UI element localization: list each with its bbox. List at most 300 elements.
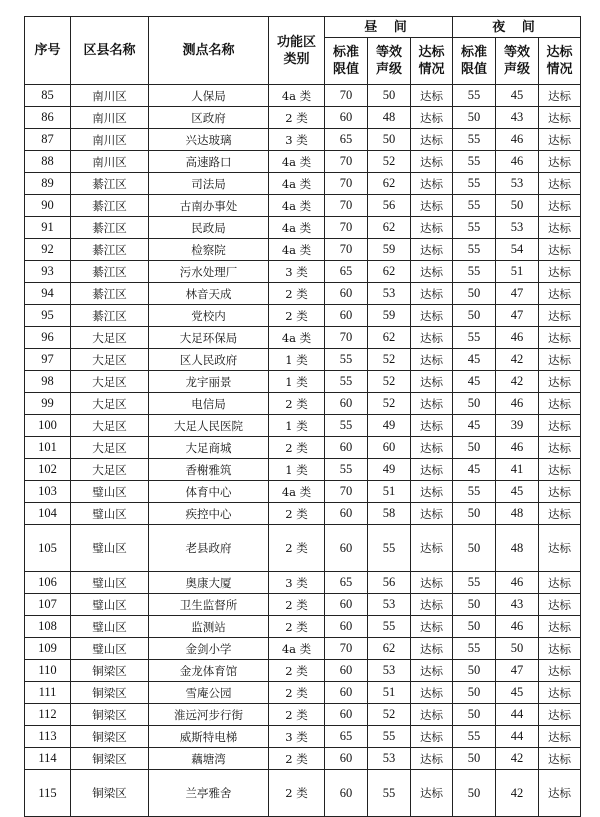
- cell-day-limit: 55: [325, 349, 368, 371]
- cell-day-limit: 70: [325, 239, 368, 261]
- cell-day-result: 达标: [411, 682, 453, 704]
- cell-night-level: 47: [496, 305, 539, 327]
- cell-zone: 3 类: [269, 261, 325, 283]
- cell-zone: 2 类: [269, 770, 325, 817]
- cell-night-result: 达标: [539, 415, 581, 437]
- cell-point: 奥康大厦: [149, 572, 269, 594]
- cell-night-limit: 55: [453, 261, 496, 283]
- cell-day-result: 达标: [411, 594, 453, 616]
- cell-day-result: 达标: [411, 283, 453, 305]
- table-row: [25, 594, 581, 616]
- cell-zone: 4a 类: [269, 195, 325, 217]
- cell-day-limit: 70: [325, 638, 368, 660]
- cell-point: 淮远河步行街: [149, 704, 269, 726]
- cell-zone: 2 类: [269, 107, 325, 129]
- cell-day-level: 52: [368, 704, 411, 726]
- table-row: [25, 726, 581, 748]
- cell-day-level: 50: [368, 129, 411, 151]
- cell-no: 94: [25, 283, 71, 305]
- cell-day-result: 达标: [411, 305, 453, 327]
- cell-day-limit: 60: [325, 525, 368, 572]
- cell-day-level: 53: [368, 660, 411, 682]
- cell-night-result: 达标: [539, 173, 581, 195]
- cell-district: 南川区: [71, 129, 149, 151]
- cell-day-limit: 60: [325, 616, 368, 638]
- cell-night-result: 达标: [539, 770, 581, 817]
- cell-no: 98: [25, 371, 71, 393]
- cell-no: 115: [25, 770, 71, 817]
- cell-day-limit: 55: [325, 415, 368, 437]
- cell-district: 铜梁区: [71, 726, 149, 748]
- cell-night-level: 46: [496, 616, 539, 638]
- cell-day-result: 达标: [411, 173, 453, 195]
- cell-night-limit: 45: [453, 371, 496, 393]
- cell-zone: 1 类: [269, 349, 325, 371]
- header-day: 昼 间: [325, 17, 453, 38]
- table-row: [25, 481, 581, 503]
- cell-district: 綦江区: [71, 239, 149, 261]
- table-row: [25, 525, 581, 572]
- header-day-limit-line2: 限值: [332, 62, 359, 77]
- table-row: [25, 349, 581, 371]
- cell-night-level: 45: [496, 481, 539, 503]
- cell-point: 区人民政府: [149, 349, 269, 371]
- header-district: 区县名称: [71, 17, 149, 85]
- cell-day-result: 达标: [411, 371, 453, 393]
- cell-district: 铜梁区: [71, 704, 149, 726]
- cell-district: 璧山区: [71, 638, 149, 660]
- cell-day-limit: 70: [325, 151, 368, 173]
- header-day-level-line1: 等效: [375, 45, 402, 60]
- table-row: [25, 770, 581, 817]
- table-row: [25, 129, 581, 151]
- cell-night-limit: 50: [453, 393, 496, 415]
- cell-zone: 4a 类: [269, 151, 325, 173]
- cell-district: 大足区: [71, 349, 149, 371]
- cell-day-level: 56: [368, 195, 411, 217]
- cell-day-limit: 65: [325, 129, 368, 151]
- cell-day-level: 50: [368, 85, 411, 107]
- cell-district: 大足区: [71, 459, 149, 481]
- cell-night-result: 达标: [539, 572, 581, 594]
- header-night-limit: [453, 38, 496, 85]
- cell-day-result: 达标: [411, 85, 453, 107]
- cell-zone: 4a 类: [269, 85, 325, 107]
- cell-day-result: 达标: [411, 327, 453, 349]
- cell-point: 金龙体育馆: [149, 660, 269, 682]
- cell-night-level: 47: [496, 283, 539, 305]
- cell-night-result: 达标: [539, 371, 581, 393]
- cell-point: 大足人民医院: [149, 415, 269, 437]
- table-row: [25, 283, 581, 305]
- cell-night-limit: 55: [453, 85, 496, 107]
- cell-district: 铜梁区: [71, 748, 149, 770]
- header-night-level: [496, 38, 539, 85]
- header-zone-line2: 类别: [283, 51, 310, 67]
- cell-zone: 2 类: [269, 525, 325, 572]
- table-row: [25, 415, 581, 437]
- cell-night-limit: 50: [453, 616, 496, 638]
- document-page: [24, 16, 580, 817]
- cell-day-limit: 60: [325, 393, 368, 415]
- cell-district: 大足区: [71, 327, 149, 349]
- cell-no: 110: [25, 660, 71, 682]
- cell-night-level: 44: [496, 704, 539, 726]
- cell-zone: 2 类: [269, 748, 325, 770]
- cell-day-limit: 65: [325, 261, 368, 283]
- cell-night-level: 51: [496, 261, 539, 283]
- cell-night-result: 达标: [539, 459, 581, 481]
- cell-night-limit: 50: [453, 682, 496, 704]
- cell-zone: 4a 类: [269, 173, 325, 195]
- header-zone-line1: 功能区: [276, 34, 316, 50]
- cell-zone: 2 类: [269, 682, 325, 704]
- cell-point: 兰亭雅舍: [149, 770, 269, 817]
- cell-day-result: 达标: [411, 217, 453, 239]
- cell-day-result: 达标: [411, 638, 453, 660]
- cell-night-level: 53: [496, 217, 539, 239]
- cell-no: 90: [25, 195, 71, 217]
- cell-zone: 3 类: [269, 129, 325, 151]
- cell-no: 105: [25, 525, 71, 572]
- cell-day-result: 达标: [411, 261, 453, 283]
- cell-night-result: 达标: [539, 638, 581, 660]
- cell-day-result: 达标: [411, 748, 453, 770]
- cell-zone: 2 类: [269, 437, 325, 459]
- cell-night-result: 达标: [539, 437, 581, 459]
- cell-day-level: 59: [368, 305, 411, 327]
- cell-day-limit: 70: [325, 85, 368, 107]
- cell-night-result: 达标: [539, 704, 581, 726]
- table-body: [25, 85, 581, 817]
- table-row: [25, 173, 581, 195]
- cell-night-level: 42: [496, 371, 539, 393]
- cell-zone: 2 类: [269, 503, 325, 525]
- header-night-result-line2: 情况: [546, 62, 573, 77]
- cell-district: 璧山区: [71, 481, 149, 503]
- cell-district: 南川区: [71, 151, 149, 173]
- cell-day-level: 59: [368, 239, 411, 261]
- cell-district: 綦江区: [71, 283, 149, 305]
- cell-day-result: 达标: [411, 503, 453, 525]
- cell-zone: 1 类: [269, 415, 325, 437]
- cell-night-limit: 45: [453, 459, 496, 481]
- cell-night-limit: 50: [453, 748, 496, 770]
- cell-night-limit: 50: [453, 704, 496, 726]
- cell-day-level: 55: [368, 616, 411, 638]
- cell-night-result: 达标: [539, 682, 581, 704]
- cell-no: 95: [25, 305, 71, 327]
- cell-day-level: 51: [368, 682, 411, 704]
- cell-day-limit: 60: [325, 770, 368, 817]
- cell-night-limit: 55: [453, 129, 496, 151]
- cell-night-level: 46: [496, 151, 539, 173]
- cell-district: 大足区: [71, 371, 149, 393]
- cell-night-result: 达标: [539, 305, 581, 327]
- cell-night-limit: 55: [453, 173, 496, 195]
- cell-day-level: 55: [368, 525, 411, 572]
- cell-day-level: 53: [368, 594, 411, 616]
- cell-day-limit: 65: [325, 726, 368, 748]
- cell-district: 南川区: [71, 85, 149, 107]
- cell-point: 体育中心: [149, 481, 269, 503]
- cell-night-level: 42: [496, 770, 539, 817]
- table-row: [25, 704, 581, 726]
- cell-day-level: 53: [368, 748, 411, 770]
- cell-district: 璧山区: [71, 503, 149, 525]
- cell-night-limit: 50: [453, 107, 496, 129]
- header-day-result-line2: 情况: [418, 62, 445, 77]
- cell-day-level: 49: [368, 415, 411, 437]
- cell-district: 大足区: [71, 415, 149, 437]
- cell-night-limit: 55: [453, 481, 496, 503]
- cell-day-result: 达标: [411, 525, 453, 572]
- cell-night-limit: 50: [453, 594, 496, 616]
- cell-day-result: 达标: [411, 437, 453, 459]
- cell-day-result: 达标: [411, 481, 453, 503]
- cell-district: 璧山区: [71, 572, 149, 594]
- header-night-result: [539, 38, 581, 85]
- cell-no: 88: [25, 151, 71, 173]
- table-row: [25, 616, 581, 638]
- table-row: [25, 638, 581, 660]
- cell-zone: 2 类: [269, 393, 325, 415]
- cell-night-result: 达标: [539, 481, 581, 503]
- cell-zone: 2 类: [269, 660, 325, 682]
- table-row: [25, 217, 581, 239]
- cell-day-result: 达标: [411, 572, 453, 594]
- cell-night-result: 达标: [539, 594, 581, 616]
- header-day-limit: [325, 38, 368, 85]
- table-row: [25, 305, 581, 327]
- cell-point: 古南办事处: [149, 195, 269, 217]
- cell-night-result: 达标: [539, 195, 581, 217]
- cell-day-result: 达标: [411, 704, 453, 726]
- cell-district: 璧山区: [71, 594, 149, 616]
- table-row: [25, 459, 581, 481]
- cell-point: 人保局: [149, 85, 269, 107]
- header-day-result: [411, 38, 453, 85]
- cell-district: 綦江区: [71, 173, 149, 195]
- cell-night-limit: 50: [453, 770, 496, 817]
- cell-day-limit: 60: [325, 107, 368, 129]
- cell-day-limit: 60: [325, 682, 368, 704]
- cell-point: 电信局: [149, 393, 269, 415]
- header-night-level-line2: 声级: [504, 62, 531, 77]
- cell-day-limit: 60: [325, 305, 368, 327]
- table-row: [25, 748, 581, 770]
- cell-night-result: 达标: [539, 748, 581, 770]
- cell-zone: 4a 类: [269, 217, 325, 239]
- cell-night-limit: 50: [453, 437, 496, 459]
- cell-zone: 4a 类: [269, 239, 325, 261]
- cell-zone: 4a 类: [269, 327, 325, 349]
- cell-point: 龙宇丽景: [149, 371, 269, 393]
- cell-point: 香榭雅筑: [149, 459, 269, 481]
- cell-no: 109: [25, 638, 71, 660]
- cell-day-result: 达标: [411, 107, 453, 129]
- cell-district: 綦江区: [71, 305, 149, 327]
- cell-point: 区政府: [149, 107, 269, 129]
- cell-no: 103: [25, 481, 71, 503]
- cell-no: 86: [25, 107, 71, 129]
- cell-night-limit: 55: [453, 327, 496, 349]
- cell-day-limit: 55: [325, 459, 368, 481]
- cell-no: 108: [25, 616, 71, 638]
- cell-point: 林音天成: [149, 283, 269, 305]
- cell-day-level: 62: [368, 217, 411, 239]
- cell-no: 99: [25, 393, 71, 415]
- cell-day-result: 达标: [411, 195, 453, 217]
- cell-point: 大足商城: [149, 437, 269, 459]
- cell-night-level: 50: [496, 195, 539, 217]
- cell-point: 疾控中心: [149, 503, 269, 525]
- cell-day-level: 52: [368, 151, 411, 173]
- cell-zone: 3 类: [269, 726, 325, 748]
- table-row: [25, 261, 581, 283]
- cell-night-limit: 50: [453, 525, 496, 572]
- cell-night-result: 达标: [539, 349, 581, 371]
- cell-point: 雪庵公园: [149, 682, 269, 704]
- cell-day-level: 55: [368, 726, 411, 748]
- cell-point: 兴达玻璃: [149, 129, 269, 151]
- cell-district: 铜梁区: [71, 660, 149, 682]
- cell-no: 111: [25, 682, 71, 704]
- cell-district: 綦江区: [71, 261, 149, 283]
- cell-night-result: 达标: [539, 283, 581, 305]
- cell-night-level: 43: [496, 594, 539, 616]
- cell-zone: 2 类: [269, 305, 325, 327]
- cell-no: 89: [25, 173, 71, 195]
- cell-zone: 2 类: [269, 616, 325, 638]
- cell-night-level: 48: [496, 525, 539, 572]
- cell-no: 85: [25, 85, 71, 107]
- cell-day-limit: 70: [325, 173, 368, 195]
- cell-day-level: 52: [368, 393, 411, 415]
- cell-night-result: 达标: [539, 239, 581, 261]
- cell-point: 司法局: [149, 173, 269, 195]
- cell-night-result: 达标: [539, 151, 581, 173]
- cell-night-level: 42: [496, 349, 539, 371]
- cell-district: 璧山区: [71, 525, 149, 572]
- cell-zone: 1 类: [269, 459, 325, 481]
- cell-no: 91: [25, 217, 71, 239]
- cell-point: 监测站: [149, 616, 269, 638]
- cell-night-level: 46: [496, 437, 539, 459]
- cell-night-limit: 50: [453, 660, 496, 682]
- table-row: [25, 437, 581, 459]
- table-row: [25, 107, 581, 129]
- header-day-result-line1: 达标: [418, 45, 445, 60]
- cell-day-result: 达标: [411, 393, 453, 415]
- cell-day-limit: 70: [325, 217, 368, 239]
- cell-no: 92: [25, 239, 71, 261]
- cell-day-result: 达标: [411, 129, 453, 151]
- table-row: [25, 371, 581, 393]
- cell-district: 大足区: [71, 393, 149, 415]
- cell-night-level: 41: [496, 459, 539, 481]
- cell-no: 97: [25, 349, 71, 371]
- cell-district: 綦江区: [71, 195, 149, 217]
- cell-night-level: 45: [496, 85, 539, 107]
- cell-night-level: 47: [496, 660, 539, 682]
- cell-zone: 2 类: [269, 704, 325, 726]
- cell-point: 党校内: [149, 305, 269, 327]
- table-row: [25, 239, 581, 261]
- cell-night-result: 达标: [539, 327, 581, 349]
- table-row: [25, 151, 581, 173]
- cell-day-level: 49: [368, 459, 411, 481]
- table-row: [25, 393, 581, 415]
- header-night-limit-line1: 标准: [461, 45, 488, 60]
- cell-no: 113: [25, 726, 71, 748]
- cell-no: 101: [25, 437, 71, 459]
- cell-night-result: 达标: [539, 85, 581, 107]
- cell-day-result: 达标: [411, 459, 453, 481]
- cell-day-limit: 70: [325, 327, 368, 349]
- cell-night-result: 达标: [539, 393, 581, 415]
- cell-no: 87: [25, 129, 71, 151]
- cell-point: 老县政府: [149, 525, 269, 572]
- cell-night-level: 54: [496, 239, 539, 261]
- cell-no: 100: [25, 415, 71, 437]
- cell-day-result: 达标: [411, 415, 453, 437]
- noise-monitoring-table: [24, 16, 581, 817]
- cell-night-level: 45: [496, 682, 539, 704]
- cell-point: 卫生监督所: [149, 594, 269, 616]
- cell-night-level: 50: [496, 638, 539, 660]
- table-row: [25, 660, 581, 682]
- cell-night-result: 达标: [539, 261, 581, 283]
- cell-night-level: 53: [496, 173, 539, 195]
- cell-day-level: 56: [368, 572, 411, 594]
- cell-night-limit: 50: [453, 283, 496, 305]
- cell-district: 铜梁区: [71, 770, 149, 817]
- header-night-limit-line2: 限值: [461, 62, 488, 77]
- cell-no: 96: [25, 327, 71, 349]
- cell-point: 民政局: [149, 217, 269, 239]
- cell-night-result: 达标: [539, 525, 581, 572]
- cell-zone: 3 类: [269, 572, 325, 594]
- cell-district: 璧山区: [71, 616, 149, 638]
- cell-district: 大足区: [71, 437, 149, 459]
- cell-district: 綦江区: [71, 217, 149, 239]
- cell-night-limit: 45: [453, 415, 496, 437]
- cell-night-limit: 55: [453, 217, 496, 239]
- cell-day-limit: 60: [325, 503, 368, 525]
- cell-night-result: 达标: [539, 503, 581, 525]
- cell-night-level: 46: [496, 327, 539, 349]
- cell-day-level: 52: [368, 349, 411, 371]
- cell-no: 93: [25, 261, 71, 283]
- cell-day-limit: 60: [325, 660, 368, 682]
- cell-day-result: 达标: [411, 660, 453, 682]
- cell-no: 106: [25, 572, 71, 594]
- cell-night-result: 达标: [539, 660, 581, 682]
- cell-no: 112: [25, 704, 71, 726]
- cell-point: 威斯特电梯: [149, 726, 269, 748]
- cell-day-limit: 55: [325, 371, 368, 393]
- cell-district: 南川区: [71, 107, 149, 129]
- table-row: [25, 195, 581, 217]
- header-night-level-line1: 等效: [504, 45, 531, 60]
- cell-day-limit: 60: [325, 437, 368, 459]
- cell-night-result: 达标: [539, 217, 581, 239]
- cell-night-level: 39: [496, 415, 539, 437]
- cell-night-limit: 55: [453, 195, 496, 217]
- cell-day-level: 48: [368, 107, 411, 129]
- cell-day-result: 达标: [411, 616, 453, 638]
